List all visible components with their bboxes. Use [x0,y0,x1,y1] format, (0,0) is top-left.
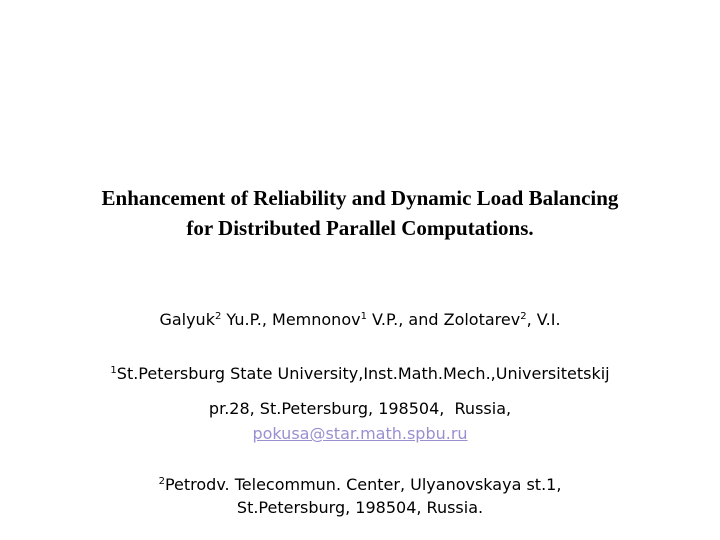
affiliation-1-line-2: pr.28, St.Petersburg, 198504, Russia, [208,399,512,418]
affiliation-1-text: St.Petersburg State University,Inst.Math.Mech.,Universitetskij [116,364,610,383]
author-affiliation-mark: 2 [520,311,527,322]
affiliation-1-mark: 1 [110,365,117,376]
authors-line [0,309,720,331]
affiliation-2-line-1 [0,474,720,496]
affiliation-2-text: Petrodv. Telecommun. Center, Ulyanovskaya st.1, [164,475,562,494]
email-link[interactable]: pokusa@star.math.spbu.ru [252,424,468,443]
title-line-1: Enhancement of Reliability and Dynamic Load Balancing [101,186,619,210]
author-name: Zolotarev [443,310,521,329]
title-line-2: for Distributed Parallel Computations. [186,216,534,240]
author-initials: V.P., and [366,310,444,329]
author-affiliation-mark: 1 [360,311,367,322]
author-affiliation-mark: 2 [214,311,222,322]
author-initials: Yu.P., [221,310,273,329]
email-line [0,423,720,445]
author-initials: , V.I. [526,310,561,329]
affiliation-1-line-1 [0,363,720,385]
affiliation-2-mark: 2 [158,476,165,487]
affiliation-2-line-2: St.Petersburg, 198504, Russia. [236,498,484,517]
slide-title [0,183,720,243]
author-name: Memnonov [272,310,361,329]
author-name: Galyuk [159,310,215,329]
